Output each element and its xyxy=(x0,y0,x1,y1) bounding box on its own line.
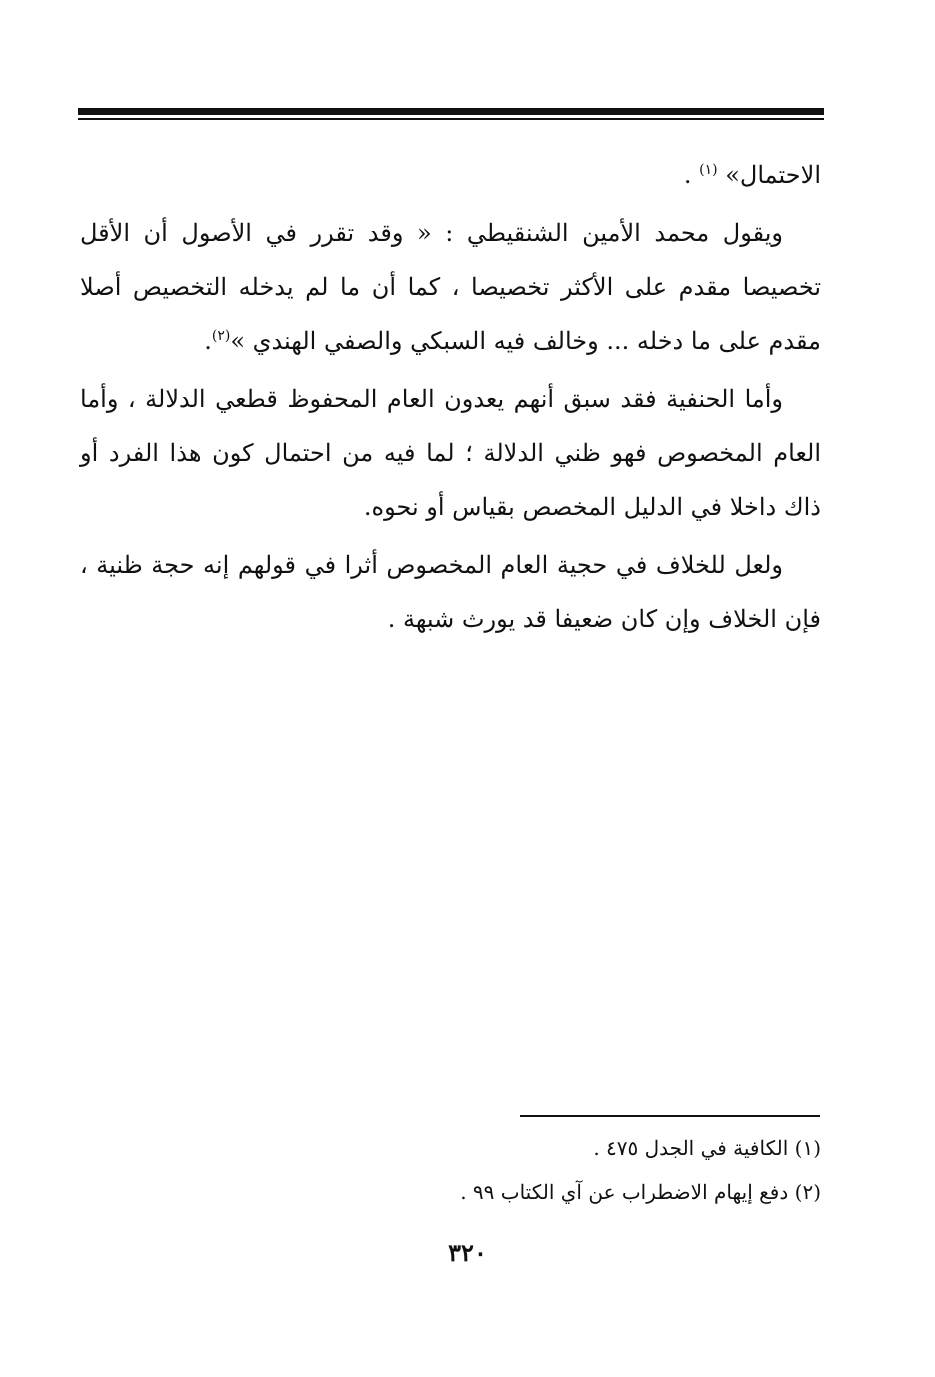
header-rule-thick xyxy=(78,108,824,115)
page-number: ٣٢٠ xyxy=(448,1238,487,1267)
body-text xyxy=(80,148,821,650)
paragraph-continuation: الاحتمال» $^{(١)}$ . xyxy=(683,161,821,189)
footnote-1: (١) الكافية في الجدل ٤٧٥ . xyxy=(593,1136,821,1160)
footnote-ref-1[interactable]: (١) xyxy=(699,162,718,178)
footnotes xyxy=(460,1126,821,1214)
header-rule-thin xyxy=(78,118,824,120)
paragraph-hanafiyya: وأما الحنفية فقد سبق أنهم يعدون العام المحفوظ قطعي الدلالة ، وأما العام المخصوص فهو ظني الدلالة ؛ لما فيه من احتمال كون هذا الفرد أو ذاك داخلا في الدليل المخصص بقياس أو نحوه. xyxy=(80,385,822,521)
footnote-separator xyxy=(520,1115,820,1117)
footnote-2: (٢) دفع إيهام الاضطراب عن آي الكتاب ٩٩ . xyxy=(460,1180,821,1204)
footnote-ref-2[interactable]: (٢) xyxy=(211,328,231,344)
paragraph-khilaf: ولعل للخلاف في حجية العام المخصوص أثرا في قولهم إنه حجة ظنية ، فإن الخلاف وإن كان ضعيفا قد يورث شبهة . xyxy=(80,551,821,633)
paragraph-shinqiti-quote: ويقول محمد الأمين الشنقيطي : « وقد تقرر في الأصول أن الأقل تخصيصا مقدم على الأكثر تخصيصا ، كما أن ما لم يدخله التخصيص أصلا مقدم على ما دخله ... وخالف فيه السبكي والصفي الهندي »$^{(٢)}$. xyxy=(80,219,821,355)
